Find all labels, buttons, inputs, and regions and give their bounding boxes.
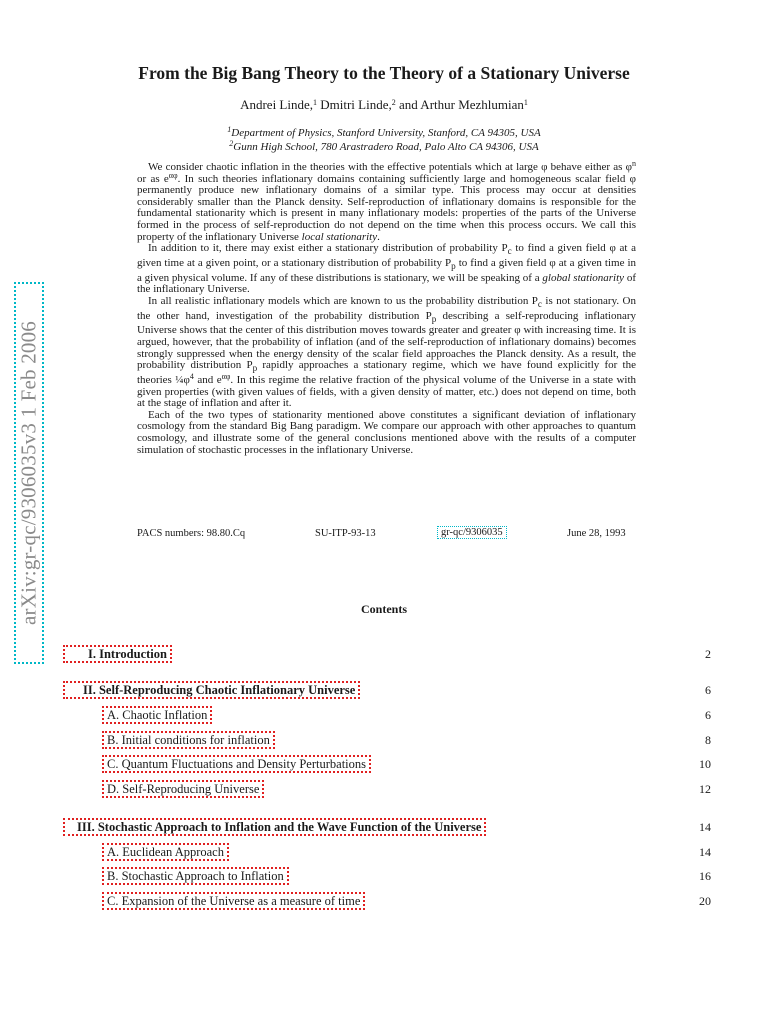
affiliation-1-text: Department of Physics, Stanford University, Stanford, CA 94305, USA [231,127,541,139]
report-number: SU-ITP-93-13 [315,528,376,539]
abstract-sub: c [507,246,512,257]
toc-link-euclidean-approach[interactable]: A. Euclidean Approach [102,843,229,861]
affiliation-2-sup: 2 [229,139,234,148]
abstract-text: . In this regime the relative fraction of the physical volume of the Universe in a state with given properties (with given values of fields, with a given density of matter, etc.) does not depend on time, both at the stage of inflation and after it. [137,374,637,410]
toc-page: 10 [699,757,711,771]
affiliation-1-sup: 1 [227,125,232,134]
abstract-sub: c [537,299,542,310]
toc-link-self-reproducing-universe[interactable]: D. Self-Reproducing Universe [102,780,264,798]
paper-date: June 28, 1993 [567,528,626,539]
abstract-sub: p [252,363,258,374]
toc-link-stochastic-approach-to-inflation[interactable]: B. Stochastic Approach to Inflation [102,867,289,885]
toc-link-chaotic-inflation[interactable]: A. Chaotic Inflation [102,706,212,724]
abstract-paragraph-2 [137,243,636,296]
abstract-paragraph-3 [137,296,636,410]
abstract [137,159,637,456]
abstract-text: In addition to it, there may exist either a stationary distribution of probability P [148,242,508,255]
toc-link-introduction[interactable]: I. Introduction [63,645,172,663]
author-3-sup: 1 [523,98,528,107]
abstract-sup: αφ [168,170,178,180]
toc-page: 2 [705,647,711,661]
abstract-paragraph-4: Each of the two types of stationarity mentioned above constitutes a significant deviation of inflationary cosmology from the standard Big Bang paradigm. We compare our approach with other approaches to quantum cosmology, and illustrate some of the general conclusions mentioned above with the results of a computer simulation of stochastic processes in the inflationary Universe. [137,408,636,456]
contents-heading: Contents [360,602,407,616]
abstract-sup: n [632,159,636,168]
toc-page: 6 [705,683,711,697]
affiliation-2 [0,141,768,153]
toc-page: 14 [699,845,711,859]
abstract-sup: αφ [221,372,231,382]
author-list [0,97,768,113]
toc-page: 6 [705,708,711,722]
affiliation-1 [0,127,768,139]
author-1-sup: 1 [313,98,317,107]
toc-link-stochastic-approach-wave-function[interactable]: III. Stochastic Approach to Inflation and the Wave Function of the Universe [63,818,486,836]
abstract-text: of the inflationary Universe. [137,271,637,296]
author-2: Dmitri Linde, [320,97,392,112]
abstract-text: to find a given field φ at a given time at a given point, or a stationary distribution of probability P [137,242,636,269]
abstract-text: and e [193,374,222,387]
abstract-text: describing a self-reproducing inflationary Universe shows that the center of this distribution moves towards greater and greater φ with increasing time. It is argued, however, that the probability of inflation (and of the self-reproduction of inflationary domains) becomes strongly suppressed when the energy density of the scalar field approaches the Planck density. As a result, the probability distribution P [137,309,636,372]
abstract-text: or as e [137,172,169,185]
arxiv-id-link[interactable]: gr-qc/9306035 [437,526,507,539]
abstract-text: to find a given field φ at a given time in a given physical volume. If any of these distributions is stationary, we will be speaking of a [137,256,636,284]
toc-page: 12 [699,782,711,796]
abstract-text: . [377,230,380,243]
affiliation-2-text: Gunn High School, 780 Arastradero Road, Palo Alto CA 94306, USA [233,141,539,153]
abstract-paragraph-1 [137,159,636,243]
toc-page: 8 [705,733,711,747]
abstract-text: . In such theories inflationary domains containing sufficiently large and homogeneous scalar field φ permanently produce new inflationary domains of a similar type. This process may occur at densities considerably smaller than the Planck density. Self-reproduction of inflationary domains is responsible for the fundamental stationarity which is present in many inflationary models: properties of the parts of the Universe formed in the process of self-reproduction do not depend on the time when this process occurs. We call this property of the inflationary Universe [137,172,636,243]
abstract-emphasis: local stationarity [301,230,378,243]
abstract-text: is not stationary. On the other hand, investigation of the probability distribution P [137,294,636,322]
toc-link-self-reproducing-chaotic-inflationary-universe[interactable]: II. Self-Reproducing Chaotic Inflationary Universe [63,681,360,699]
abstract-text: In all realistic inflationary models which are known to us the probability distribution P [148,294,538,307]
author-1: Andrei Linde, [240,97,313,112]
abstract-sub: p [431,313,437,324]
toc-link-initial-conditions[interactable]: B. Initial conditions for inflation [102,731,275,749]
arxiv-stamp-text: arXiv:gr-qc/9306035v3 1 Feb 2006 [16,320,41,626]
toc-page: 20 [699,894,711,908]
toc-link-expansion-as-measure-of-time[interactable]: C. Expansion of the Universe as a measure of time [102,892,365,910]
pacs-numbers: PACS numbers: 98.80.Cq [137,528,246,539]
abstract-sub: p [451,261,456,272]
author-2-sup: 2 [391,98,396,107]
toc-page: 16 [699,869,711,883]
abstract-sup: 4 [189,372,194,382]
abstract-text: rapidly approaches a stationary regime, which we have found explicitly for the theories ¼φ [137,359,636,387]
abstract-emphasis: global stationarity [542,271,625,284]
toc-link-quantum-fluctuations[interactable]: C. Quantum Fluctuations and Density Perturbations [102,755,371,773]
abstract-text: We consider chaotic inflation in the theories with the effective potentials which at large φ behave either as φ [148,161,632,173]
toc-page: 14 [699,820,711,834]
paper-title: From the Big Bang Theory to the Theory of a Stationary Universe [138,63,630,83]
author-3: and Arthur Mezhlumian [399,97,524,112]
